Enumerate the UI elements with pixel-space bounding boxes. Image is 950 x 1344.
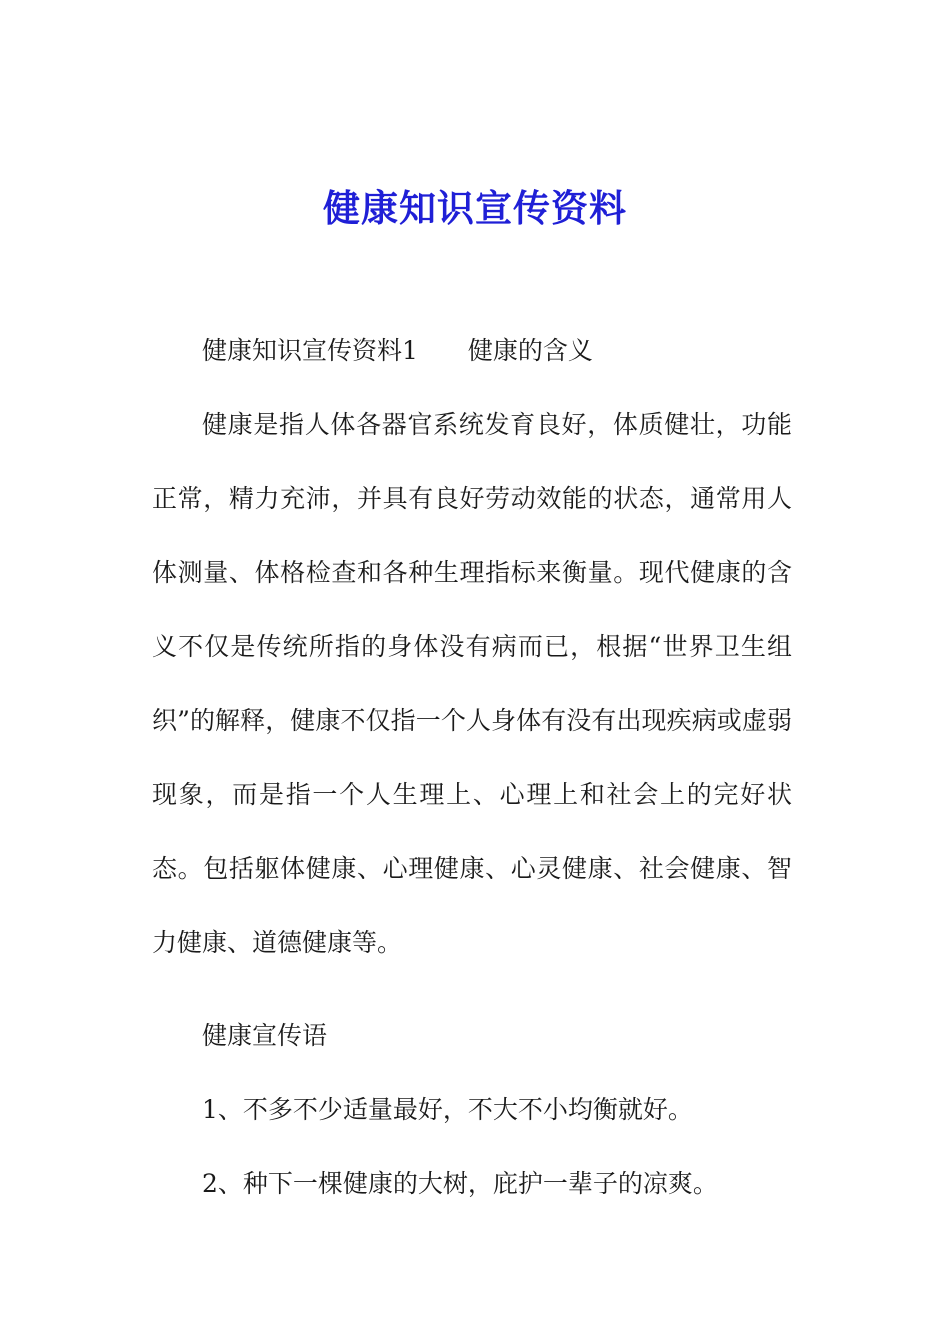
definition-paragraph: 健康是指人体各器官系统发育良好，体质健壮，功能正常，精力充沛，并具有良好劳动效能的状态，通常用人体测量、体格检查和各种生理指标来衡量。现代健康的含义不仅是传统所指的身体没有病而已，根据“世界卫生组织”的解释，健康不仅指一个人身体有没有出现疾病或虚弱现象，而是指一个人生理上、心理上和社会上的完好状态。包括躯体健康、心理健康、心灵健康、社会健康、智力健康、道德健康等。 [152, 410, 792, 957]
document-title: 健康知识宣传资料 [323, 186, 627, 230]
document-body [152, 332, 792, 1202]
section-heading [152, 332, 792, 369]
slogan-item: 1、不多不少适量最好，不大不小均衡就好。 [202, 1095, 693, 1124]
slogan-item: 2、种下一棵健康的大树，庇护一辈子的凉爽。 [202, 1169, 718, 1198]
section-heading-right: 健康的含义 [467, 336, 593, 365]
section-heading-left: 健康知识宣传资料1 [202, 336, 418, 365]
slogans-heading: 健康宣传语 [202, 1021, 328, 1050]
